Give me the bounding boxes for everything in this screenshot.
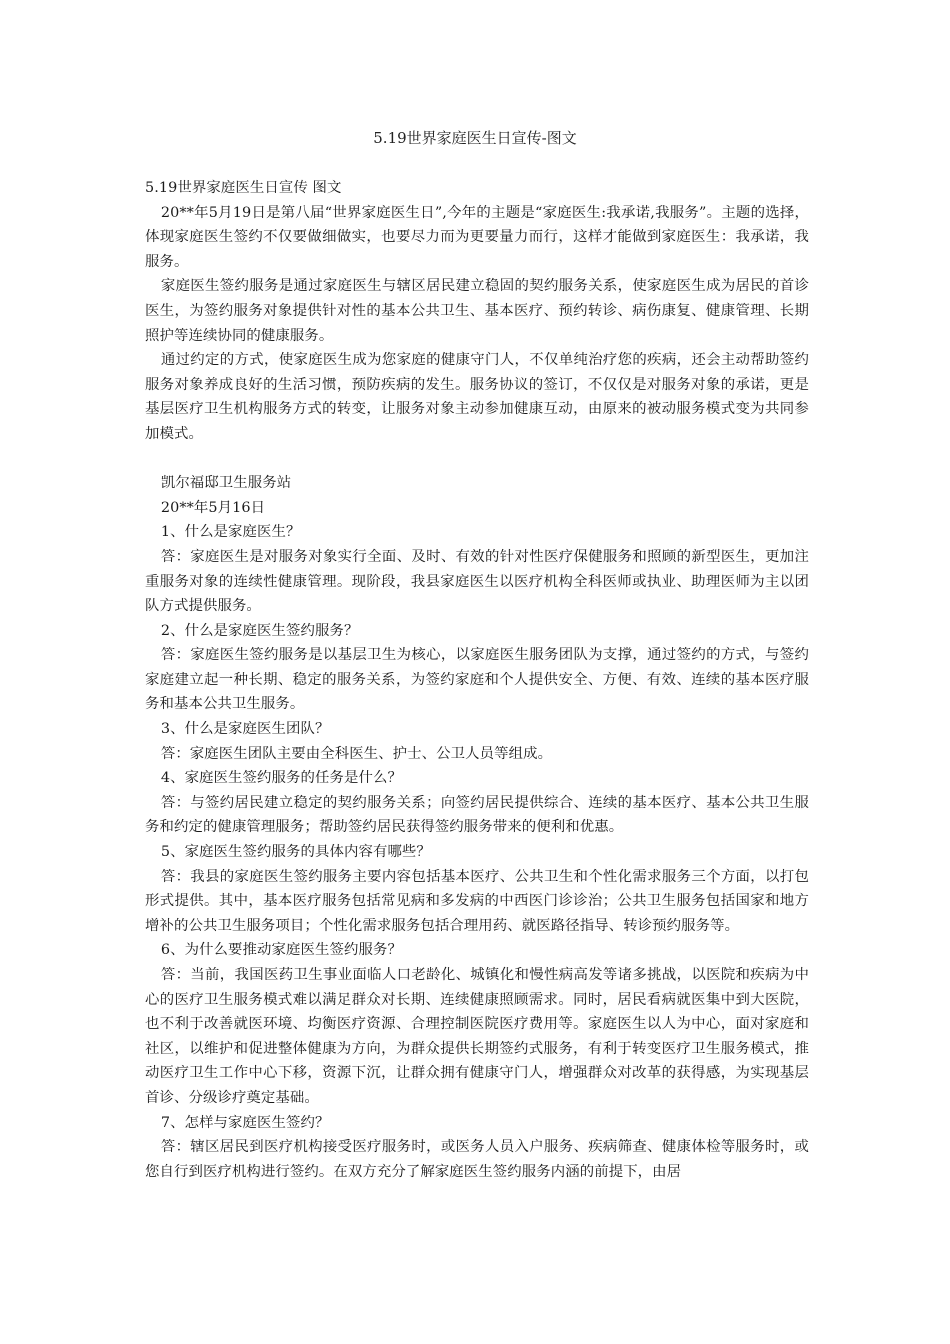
faq-answer: 答：家庭医生是对服务对象实行全面、及时、有效的针对性医疗保健服务和照顾的新型医生，更加注重服务对象的连续性健康管理。现阶段，我县家庭医生以医疗机构全科医师或执业、助理医师为主以团队方式提供服务。	[145, 548, 809, 615]
faq-answer: 答：辖区居民到医疗机构接受医疗服务时，或医务人员入户服务、疾病筛查、健康体检等服务时，或您自行到医疗机构进行签约。在双方充分了解家庭医生签约服务内涵的前提下，由居	[145, 1139, 809, 1180]
faq-question: 1、什么是家庭医生？	[160, 524, 301, 541]
blank-line	[145, 447, 809, 472]
intro-heading: 5.19世界家庭医生日宣传 图文	[145, 180, 342, 196]
faq-answer: 答：当前，我国医药卫生事业面临人口老龄化、城镇化和慢性病高发等诸多挑战，以医院和疾病为中心的医疗卫生服务模式难以满足群众对长期、连续健康照顾需求。同时，居民看病就医集中到大医院，也不利于改善就医环境、均衡医疗资源、合理控制医院医疗费用等。家庭医生以人为中心，面对家庭和社区，以维护和促进整体健康为方向，为群众提供长期签约式服务，有利于转变医疗卫生服务模式，推动医疗卫生工作中心下移，资源下沉，让群众拥有健康守门人，增强群众对改革的获得感，为实现基层首诊、分级诊疗奠定基础。	[145, 967, 809, 1106]
intro-paragraph: 20**年5月19日是第八届“世界家庭医生日”,今年的主题是“家庭医生:我承诺,我服务”。主题的选择，体现家庭医生签约不仅要做细做实，也要尽力而为更要量力而行，这样才能做到家庭医生：我承诺，我服务。	[145, 204, 809, 270]
faq-answer: 答：家庭医生团队主要由全科医生、护士、公卫人员等组成。	[160, 745, 553, 762]
faq-question: 5、家庭医生签约服务的具体内容有哪些？	[160, 844, 431, 861]
faq-question: 3、什么是家庭医生团队？	[160, 721, 330, 738]
signature-org: 凯尔福邸卫生服务站	[160, 475, 292, 492]
document-title: 5.19世界家庭医生日宣传-图文	[373, 129, 577, 147]
intro-paragraph: 通过约定的方式，使家庭医生成为您家庭的健康守门人，不仅单纯治疗您的疾病，还会主动帮助签约服务对象养成良好的生活习惯，预防疾病的发生。服务协议的签订，不仅仅是对服务对象的承诺，更是基层医疗卫生机构服务方式的转变，让服务对象主动参加健康互动，由原来的被动服务模式变为共同参加模式。	[145, 352, 809, 442]
faq-question: 6、为什么要推动家庭医生签约服务？	[160, 942, 402, 959]
intro-paragraph: 家庭医生签约服务是通过家庭医生与辖区居民建立稳固的契约服务关系，使家庭医生成为居民的首诊医生，为签约服务对象提供针对性的基本公共卫生、基本医疗、预约转诊、病伤康复、健康管理、长期照护等连续协同的健康服务。	[145, 278, 809, 344]
faq-answer: 答：家庭医生签约服务是以基层卫生为核心，以家庭医生服务团队为支撑，通过签约的方式，与签约家庭建立起一种长期、稳定的服务关系，为签约家庭和个人提供安全、方便、有效、连续的基本医疗服务和基本公共卫生服务。	[145, 647, 809, 713]
signature-date: 20**年5月16日	[160, 499, 266, 516]
faq-answer: 答：与签约居民建立稳定的契约服务关系；向签约居民提供综合、连续的基本医疗、基本公共卫生服务和约定的健康管理服务；帮助签约居民获得签约服务带来的便利和优惠。	[145, 794, 809, 836]
faq-answer: 答：我县的家庭医生签约服务主要内容包括基本医疗、公共卫生和个性化需求服务三个方面，以打包形式提供。其中，基本医疗服务包括常见病和多发病的中西医门诊诊治；公共卫生服务包括国家和地方增补的公共卫生服务项目；个性化需求服务包括合理用药、就医路径指导、转诊预约服务等。	[145, 868, 809, 934]
faq-question: 7、怎样与家庭医生签约？	[160, 1114, 330, 1131]
document-body	[145, 176, 809, 1184]
faq-question: 4、家庭医生签约服务的任务是什么？	[160, 770, 402, 787]
faq-question: 2、什么是家庭医生签约服务？	[160, 622, 359, 639]
